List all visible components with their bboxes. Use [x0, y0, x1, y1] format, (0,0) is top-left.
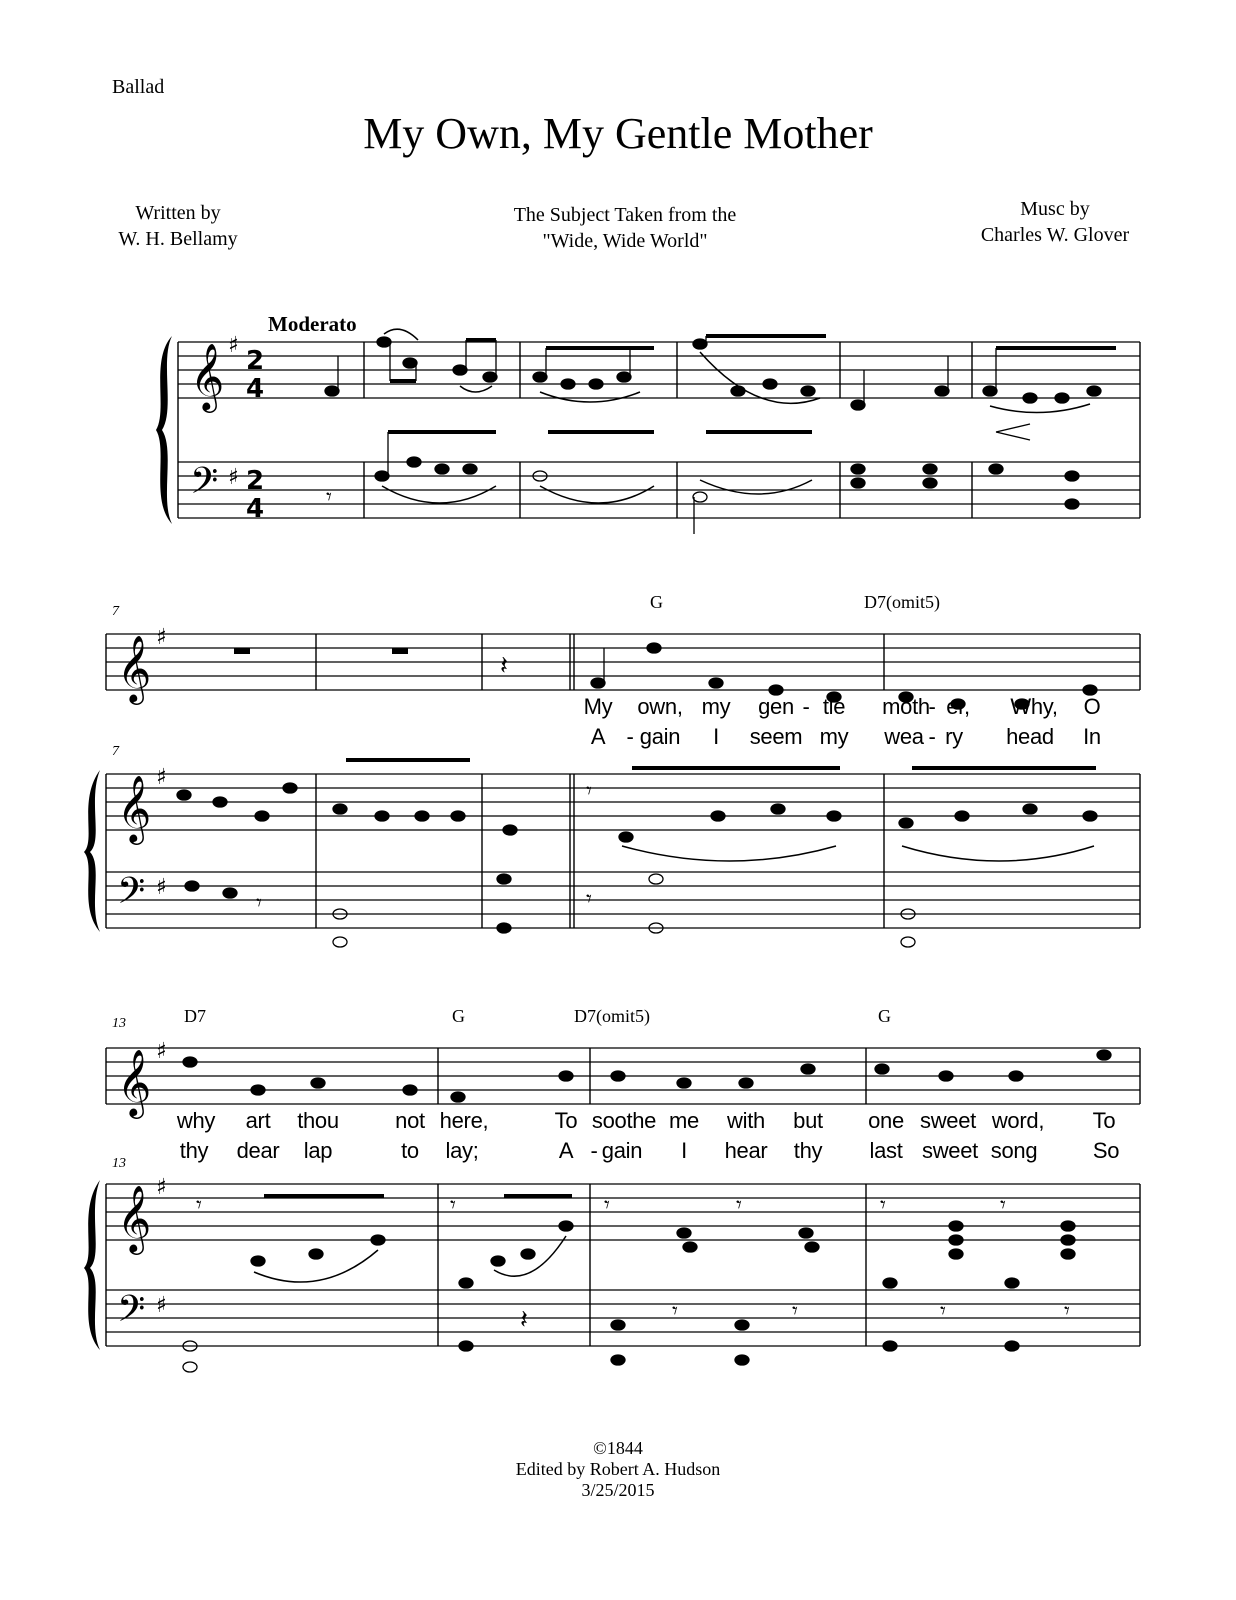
chord-symbol: D7(omit5) [864, 592, 940, 612]
svg-text:𝄾: 𝄾 [450, 1193, 456, 1218]
chord-symbol: G [878, 1006, 891, 1026]
svg-text:2: 2 [246, 346, 265, 376]
svg-text:𝄾: 𝄾 [1064, 1299, 1070, 1324]
lyric-syllable: soothe [591, 1108, 657, 1133]
lyric-syllable: hear [724, 1138, 768, 1163]
lyric-syllable: My [583, 694, 613, 719]
genre-label: Ballad [112, 76, 165, 98]
lyric-hyphen: - [626, 724, 634, 749]
tempo-marking: Moderato [268, 312, 357, 336]
svg-text:𝄾: 𝄾 [586, 779, 592, 804]
chord-symbol: D7 [184, 1006, 206, 1026]
svg-text:𝄢: 𝄢 [117, 1288, 146, 1339]
editor-credit: Edited by Robert A. Hudson [515, 1459, 721, 1479]
measure-number: 13 [112, 1016, 126, 1031]
svg-text:♯: ♯ [156, 1175, 167, 1200]
lyric-syllable: lay; [445, 1138, 479, 1163]
svg-text:𝄞: 𝄞 [117, 774, 152, 842]
chord-symbol: D7(omit5) [574, 1006, 650, 1026]
composer-name: Charles W. Glover [980, 224, 1130, 246]
lyric-syllable: gain [601, 1138, 643, 1163]
lyric-syllable: So [1092, 1138, 1120, 1163]
lyric-syllable: er, [946, 694, 970, 719]
lyric-syllable: here, [439, 1108, 489, 1133]
svg-text:4: 4 [246, 494, 265, 524]
lyric-hyphen: - [802, 694, 810, 719]
lyric-syllable: thou [297, 1108, 339, 1133]
time-signatures [246, 346, 264, 524]
svg-text:𝄾: 𝄾 [792, 1299, 798, 1324]
lyric-syllable: tle [822, 694, 846, 719]
svg-text:♯: ♯ [156, 1039, 167, 1064]
crescendo-hairpin [996, 424, 1030, 440]
lyric-syllable: moth [882, 694, 930, 719]
svg-text:𝄾: 𝄾 [586, 887, 592, 912]
lyric-syllable: thy [179, 1138, 209, 1163]
svg-text:♯: ♯ [156, 875, 167, 900]
song-title: My Own, My Gentle Mother [363, 109, 873, 158]
lyric-syllable: seem [749, 724, 803, 749]
svg-text:𝄾: 𝄾 [672, 1299, 678, 1324]
svg-text:𝄞: 𝄞 [117, 1048, 152, 1116]
measure-number: 7 [112, 744, 119, 759]
lyricist-name: W. H. Bellamy [118, 228, 238, 250]
subject-line-1: The Subject Taken from the [513, 204, 737, 226]
lyric-syllable: my [819, 724, 849, 749]
lyric-syllable: A [558, 1138, 574, 1163]
lyric-syllable: gain [639, 724, 681, 749]
measure-number: 13 [112, 1156, 126, 1171]
svg-text:𝄢: 𝄢 [190, 460, 219, 511]
notes [177, 336, 1116, 1372]
svg-text:𝄾: 𝄾 [196, 1193, 202, 1218]
music-by-label: Musc by [1020, 198, 1090, 220]
svg-text:4: 4 [246, 374, 265, 404]
subject-line-2: "Wide, Wide World" [542, 230, 708, 252]
lyric-syllable: with [727, 1108, 765, 1133]
lyric-syllable: to [401, 1138, 419, 1163]
chord-symbol: G [452, 1006, 465, 1026]
svg-text:𝄾: 𝄾 [604, 1193, 610, 1218]
lyric-syllable: To [1092, 1108, 1116, 1133]
lyric-syllable: dear [236, 1138, 280, 1163]
lyric-syllable: wea [884, 724, 924, 749]
copyright-year: ©1844 [593, 1438, 643, 1458]
lyric-syllable: art [245, 1108, 271, 1133]
lyric-hyphen: - [928, 724, 936, 749]
lyric-hyphen: - [590, 1138, 598, 1163]
lyric-syllable: A [590, 724, 606, 749]
svg-text:♯: ♯ [156, 1293, 167, 1318]
svg-text:𝄾: 𝄾 [736, 1193, 742, 1218]
svg-text:♯: ♯ [156, 625, 167, 650]
svg-text:𝄞: 𝄞 [117, 1184, 152, 1252]
svg-text:𝄾: 𝄾 [256, 891, 262, 916]
edit-date: 3/25/2015 [581, 1480, 655, 1500]
lyric-syllable: I [681, 1138, 687, 1163]
lyric-syllable: word, [991, 1108, 1045, 1133]
svg-text:𝄞: 𝄞 [117, 634, 152, 702]
lyric-syllable: me [669, 1108, 699, 1133]
lyric-syllable: ry [945, 724, 963, 749]
lyric-syllable: I [713, 724, 719, 749]
lyric-syllable: sweet [920, 1108, 976, 1133]
lyric-syllable: thy [793, 1138, 823, 1163]
written-by-label: Written by [135, 202, 221, 224]
svg-text:𝄾: 𝄾 [880, 1193, 886, 1218]
page-footer [0, 1438, 1236, 1501]
lyric-syllable: To [554, 1108, 578, 1133]
svg-text:𝄽: 𝄽 [520, 1305, 528, 1335]
svg-text:2: 2 [246, 466, 265, 496]
lyric-syllable: one [868, 1108, 904, 1133]
chord-symbol: G [650, 592, 663, 612]
lyric-syllable: Why, [1010, 694, 1058, 719]
lyric-syllable: In [1083, 724, 1101, 749]
svg-text:♯: ♯ [156, 765, 167, 790]
lyric-hyphen: - [928, 694, 936, 719]
lyric-syllable: gen [758, 694, 794, 719]
svg-text:𝄽: 𝄽 [500, 651, 508, 681]
lyric-syllable: O [1083, 694, 1101, 719]
svg-text:𝄞: 𝄞 [190, 342, 225, 410]
lyric-syllable: sweet [922, 1138, 978, 1163]
svg-text:♯: ♯ [228, 333, 239, 358]
lyric-syllable: but [793, 1108, 823, 1133]
svg-text:𝄾: 𝄾 [940, 1299, 946, 1324]
clefs [117, 342, 224, 1339]
lyric-syllable: not [395, 1108, 425, 1133]
svg-text:𝄢: 𝄢 [117, 870, 146, 921]
lyric-syllable: head [1006, 724, 1054, 749]
lyric-syllable: my [701, 694, 731, 719]
svg-text:♯: ♯ [228, 465, 239, 490]
svg-text:𝄾: 𝄾 [326, 485, 332, 510]
lyric-syllable: why [176, 1108, 216, 1133]
lyric-syllable: song [990, 1138, 1038, 1163]
lyric-syllable: lap [303, 1138, 333, 1163]
svg-text:𝄾: 𝄾 [1000, 1193, 1006, 1218]
lyric-syllable: own, [637, 694, 683, 719]
measure-number: 7 [112, 604, 119, 619]
lyric-syllable: last [869, 1138, 903, 1163]
